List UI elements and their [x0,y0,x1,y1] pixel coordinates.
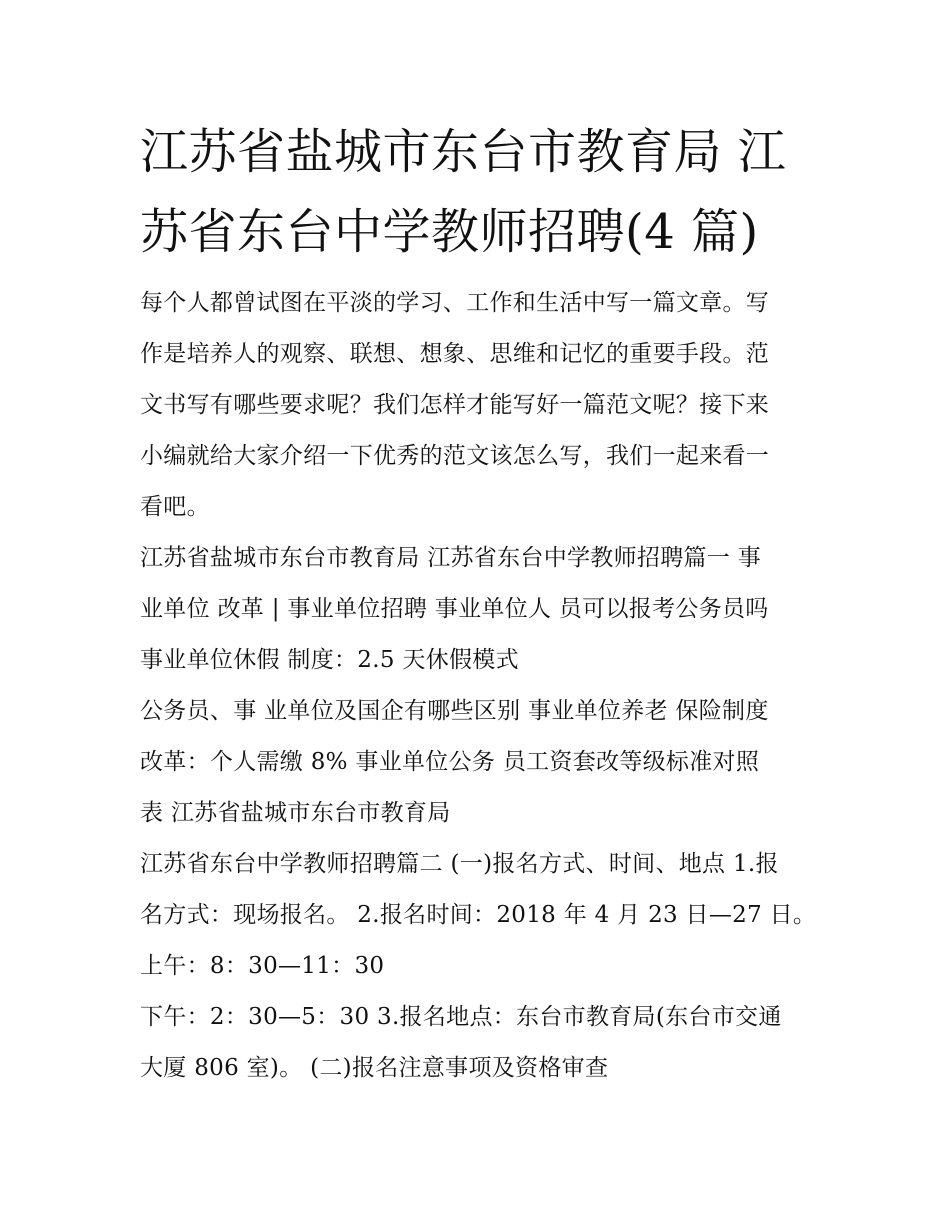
text-line: 每个人都曾试图在平淡的学习、工作和生活中写一篇文章。写 [140,290,770,316]
text-line: 看吧。 [140,494,210,520]
text-line: 小编就给大家介绍一下优秀的范文该怎么写，我们一起来看一 [140,443,770,469]
title-line: 苏省东台中学教师招聘(4 篇) [140,204,759,260]
text-line: 上午：8：30—11：30 [140,953,385,979]
document-page [140,112,820,1094]
paragraph-morning-hours [140,941,820,992]
text-line: 文书写有哪些要求呢？我们怎样才能写好一篇范文呢？接下来 [140,392,770,418]
text-line: 事业单位休假 制度：2.5 天休假模式 [140,647,519,673]
paragraph-afternoon-hours [140,992,820,1094]
paragraph-intro [140,278,820,533]
text-line: 江苏省盐城市东台市教育局 江苏省东台中学教师招聘篇一 事 [140,545,762,571]
text-line: 江苏省东台中学教师招聘篇二 (一)报名方式、时间、地点 1.报 [140,851,779,877]
text-line: 大厦 806 室)。 (二)报名注意事项及资格审查 [140,1055,609,1081]
text-line: 业单位 改革 | 事业单位招聘 事业单位人 员可以报考公务员吗 [140,596,769,622]
text-line: 下午：2：30—5：30 3.报名地点：东台市教育局(东台市交通 [140,1004,782,1030]
title-line: 江苏省盐城市东台市教育局 江 [140,124,787,180]
paragraph-part-one [140,533,820,686]
paragraph-part-one-continued [140,686,820,839]
document-title [140,112,820,272]
text-line: 改革：个人需缴 8% 事业单位公务 员工资套改等级标准对照 [140,749,760,775]
paragraph-part-two [140,839,820,941]
text-line: 作是培养人的观察、联想、想象、思维和记忆的重要手段。范 [140,341,770,367]
text-line: 表 江苏省盐城市东台市教育局 [140,800,451,826]
text-line: 名方式：现场报名。 2.报名时间：2018 年 4 月 23 日—27 日。 [140,902,817,928]
text-line: 公务员、事 业单位及国企有哪些区别 事业单位养老 保险制度 [140,698,769,724]
